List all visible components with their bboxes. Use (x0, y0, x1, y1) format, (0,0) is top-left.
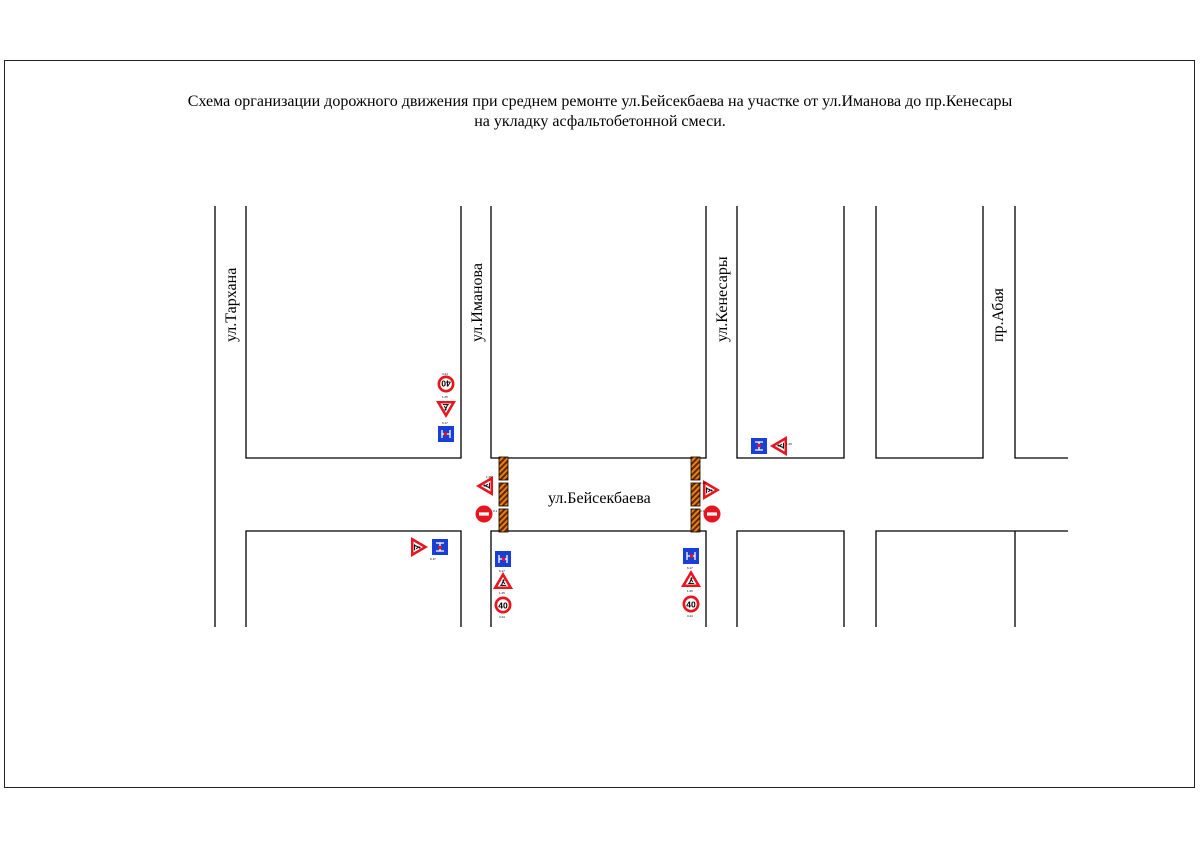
sign-code: 3.1 (493, 509, 498, 513)
title-line-2: на укладку асфальтобетонной смеси. (474, 113, 726, 130)
sign-code: 6.17 (687, 566, 693, 570)
street-label-kenesary: ул.Кенесары (714, 256, 731, 342)
sign-road-works (493, 572, 513, 589)
sign-code: 3.24 (687, 614, 693, 618)
sign-code: 3.1 (700, 509, 705, 513)
street-lines (215, 206, 1068, 627)
sign-speed-limit (683, 596, 700, 613)
sign-no-entry (476, 506, 493, 523)
sign-speed-limit (438, 376, 455, 393)
sign-code: 6.17 (442, 421, 448, 425)
sign-code: 1.25 (442, 395, 448, 399)
sign-code: 1.25 (700, 481, 706, 485)
speed-limit-value: 40 (441, 378, 451, 389)
sign-detour (438, 426, 454, 442)
sign-code: 3.24 (499, 615, 505, 619)
title-line-1: Схема организации дорожного движения при среднем ремонте ул.Бейсекбаева на участке от ул.Иманова до пр.Кенесары (187, 93, 1013, 110)
sign-no-entry (704, 506, 721, 523)
sign-road-works (476, 476, 493, 496)
street-label-abaya: пр.Абая (990, 288, 1007, 342)
sign-code: 1.25 (687, 589, 693, 593)
sign-code: 1.25 (499, 591, 505, 595)
sign-detour (432, 539, 448, 555)
sign-road-works (411, 537, 428, 557)
sign-code: 1.25 (786, 442, 792, 446)
sign-code: 6.17 (499, 569, 505, 573)
sign-detour (683, 548, 699, 564)
sign-detour (495, 551, 511, 567)
barrier-east (691, 457, 700, 532)
sign-road-works (436, 401, 456, 418)
sign-code: 3.24 (442, 372, 448, 376)
sign-code: 6.17 (430, 557, 436, 561)
speed-limit-value: 40 (686, 599, 696, 610)
barrier-west (499, 457, 508, 532)
street-label-imanova: ул.Иманова (469, 263, 486, 342)
sign-code: 1.25 (486, 475, 492, 479)
street-label-tarkhana: ул.Тархана (223, 267, 240, 342)
sign-road-works (770, 436, 787, 456)
sign-speed-limit (495, 597, 512, 614)
sign-road-works (681, 570, 701, 587)
speed-limit-value: 40 (498, 600, 508, 611)
sign-detour (751, 438, 767, 454)
street-label-beisekbaeva: ул.Бейсекбаева (548, 490, 651, 507)
